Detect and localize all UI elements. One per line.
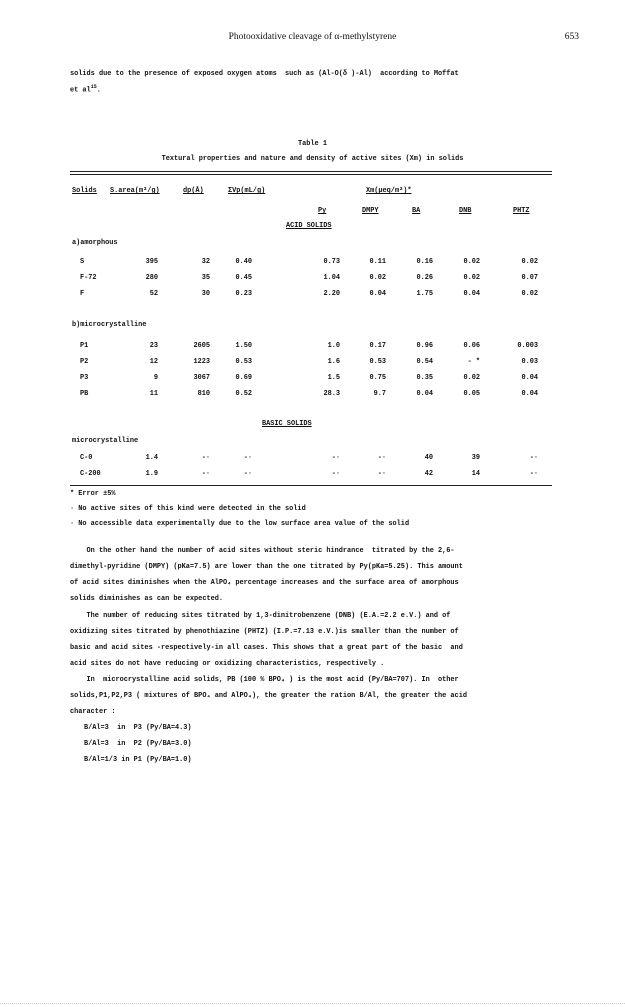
para3-line2: solids,P1,P2,P3 ( mixtures of BPO₄ and AlPO₄), the greater the ration B/Al, the greater the acid (70, 692, 467, 700)
reference-marker: 15 (90, 84, 97, 90)
ratio-line-3: B/Al=1/3 in P1 (Py/BA=1.0) (84, 756, 192, 764)
group-label-basic-microcrystalline: microcrystalline (72, 437, 139, 445)
footnote-no-data: · No accessible data experimentally due to the low surface area value of the solid (70, 520, 410, 528)
col-header-solids: Solids (72, 187, 97, 195)
footnote-no-sites: · No active sites of this kind were detected in the solid (70, 505, 306, 513)
table-row-label: P2 (80, 358, 89, 366)
col-header-ba: BA (412, 207, 421, 215)
table-cell: 1.75 (416, 290, 433, 298)
para1-line1: On the other hand the number of acid sites without steric hindrance titrated by the 2,6- (70, 547, 455, 555)
table-cell: 52 (149, 290, 158, 298)
table-cell: 0.02 (521, 290, 538, 298)
table-cell: 9.7 (373, 390, 386, 398)
para1-line2: dimethyl-pyridine (DMPY) (pKa=7.5) are lower than the one titrated by Py(pKa=5.25). This amount (70, 563, 463, 571)
table-cell: 810 (197, 390, 210, 398)
table-cell: 12 (149, 358, 158, 366)
table-cell: 11 (149, 390, 158, 398)
col-header-dnb: DNB (459, 207, 472, 215)
table-cell: 0.52 (235, 390, 252, 398)
table-row-label: S (80, 258, 85, 266)
table-cell: 0.003 (517, 342, 538, 350)
table-cell: 0.02 (463, 258, 480, 266)
table-cell: 0.35 (416, 374, 433, 382)
table-cell: 0.02 (369, 274, 386, 282)
table-cell: 0.04 (463, 290, 480, 298)
table-cell: 0.04 (521, 374, 538, 382)
table-row-label: C-200 (80, 470, 101, 478)
page-number: 653 (564, 32, 579, 42)
table-row-label: F-72 (80, 274, 97, 282)
col-header-vp: ΣVp(mL/g) (228, 187, 266, 195)
para3-line1: In microcrystalline acid solids, PB (100 % BPO₄ ) is the most acid (Py/BA=707). In other (70, 676, 459, 684)
col-header-area: S.area(m²/g) (110, 187, 160, 195)
table-cell: -· (377, 454, 386, 462)
intro-text: et al (70, 86, 91, 95)
table-cell: 1.04 (323, 274, 340, 282)
para2-line3: basic and acid sites -respectively-in all cases. This shows that a great part of the basic and (70, 644, 463, 652)
table-cell: 23 (149, 342, 158, 350)
table-cell: 0.04 (521, 390, 538, 398)
table-cell: -· (529, 470, 538, 478)
table-top-rule-2 (70, 174, 552, 175)
table-row-label: P3 (80, 374, 89, 382)
table-cell: 1.50 (235, 342, 252, 350)
para2-line1: The number of reducing sites titrated by 1,3-dinitrobenzene (DNB) (E.A.=2.2 e.V.) and of (70, 612, 451, 620)
ratio-line-1: B/Al=3 in P3 (Py/BA=4.3) (84, 724, 192, 732)
table-cell: -· (201, 470, 210, 478)
running-header-title: Photooxidative cleavage of α-methylstyrene (228, 32, 397, 42)
table-cell: 0.07 (521, 274, 538, 282)
table-cell: -· (243, 454, 252, 462)
table-cell: 0.23 (235, 290, 252, 298)
intro-line-2 (70, 84, 101, 94)
table-cell: 0.02 (463, 374, 480, 382)
table-row-label: F (80, 290, 85, 298)
table-bottom-rule (70, 485, 552, 486)
table-cell: 0.40 (235, 258, 252, 266)
table-cell: -· (201, 454, 210, 462)
table-cell: 30 (201, 290, 210, 298)
table-cell: 0.05 (463, 390, 480, 398)
table-cell: 1.0 (327, 342, 340, 350)
table-cell: 2.20 (323, 290, 340, 298)
table-cell: -· (331, 454, 340, 462)
table-cell: 40 (424, 454, 433, 462)
table-cell: 0.96 (416, 342, 433, 350)
table-cell: 3067 (193, 374, 210, 382)
col-header-ptz: PHTZ (513, 207, 530, 215)
table-cell: 0.06 (463, 342, 480, 350)
table-cell: 1.5 (327, 374, 340, 382)
table-cell: 0.16 (416, 258, 433, 266)
table-cell: 42 (424, 470, 433, 478)
table-cell: 0.69 (235, 374, 252, 382)
table-cell: 39 (471, 454, 480, 462)
table-cell: -· (377, 470, 386, 478)
table-cell: 1.6 (327, 358, 340, 366)
table-cell: 0.04 (416, 390, 433, 398)
table-cell: 0.17 (369, 342, 386, 350)
para2-line2: oxidizing sites titrated by phenothiazine (PHTZ) (I.P.=7.13 e.V.)is smaller than the number of (70, 628, 459, 636)
table-cell: 32 (201, 258, 210, 266)
basic-solids-heading: BASIC SOLIDS (262, 420, 312, 428)
intro-line-1: solids due to the presence of exposed oxygen atoms such as (Al-O(δ )-Al) according to Moffat (70, 70, 459, 78)
table-row-label: C-0 (80, 454, 93, 462)
para1-line3: of acid sites diminishes when the AlPO₄ percentage increases and the surface area of amorphous (70, 579, 459, 587)
para2-line4: acid sites do not have reducing or oxidizing characteristics, respectively . (70, 660, 385, 668)
table-cell: 0.53 (369, 358, 386, 366)
table-cell: 0.54 (416, 358, 433, 366)
para1-line4: solids diminishes as can be expected. (70, 595, 223, 603)
group-label-microcrystalline: b)microcrystalline (72, 321, 147, 329)
table-cell: 395 (145, 258, 158, 266)
table-caption: Textural properties and nature and density of active sites (Xm) in solids (161, 155, 464, 163)
table-row-label: P1 (80, 342, 89, 350)
col-header-dmpy: DMPY (362, 207, 379, 215)
table-cell: 28.3 (323, 390, 340, 398)
footnote-error: * Error ±5% (70, 490, 116, 498)
table-cell: - * (467, 358, 480, 366)
table-cell: 0.73 (323, 258, 340, 266)
table-cell: 0.03 (521, 358, 538, 366)
table-cell: 0.53 (235, 358, 252, 366)
col-header-dp: dp(Å) (183, 187, 204, 195)
table-cell: 280 (145, 274, 158, 282)
table-cell: -· (331, 470, 340, 478)
intro-end: . (96, 86, 101, 95)
para3-line3: character : (70, 708, 116, 716)
ratio-line-2: B/Al=3 in P2 (Py/BA=3.0) (84, 740, 192, 748)
table-cell: 0.02 (521, 258, 538, 266)
table-cell: -· (529, 454, 538, 462)
scan-edge (0, 1003, 625, 1004)
table-cell: 0.75 (369, 374, 386, 382)
col-header-xm: Xm(μeq/m²)* (366, 187, 412, 195)
table-cell: 9 (153, 374, 158, 382)
table-cell: 2605 (193, 342, 210, 350)
table-row-label: PB (80, 390, 89, 398)
table-cell: 0.04 (369, 290, 386, 298)
acid-solids-heading: ACID SOLIDS (286, 222, 332, 230)
table-cell: 0.26 (416, 274, 433, 282)
table-cell: 1.9 (145, 470, 158, 478)
table-label: Table 1 (298, 140, 327, 148)
table-cell: -· (243, 470, 252, 478)
col-header-py: Py (318, 207, 327, 215)
table-cell: 0.11 (369, 258, 386, 266)
table-cell: 0.45 (235, 274, 252, 282)
table-cell: 35 (201, 274, 210, 282)
table-top-rule (70, 171, 552, 172)
table-cell: 0.02 (463, 274, 480, 282)
table-cell: 1.4 (145, 454, 158, 462)
group-label-amorphous: a)amorphous (72, 239, 118, 247)
table-cell: 1223 (193, 358, 210, 366)
table-cell: 14 (471, 470, 480, 478)
